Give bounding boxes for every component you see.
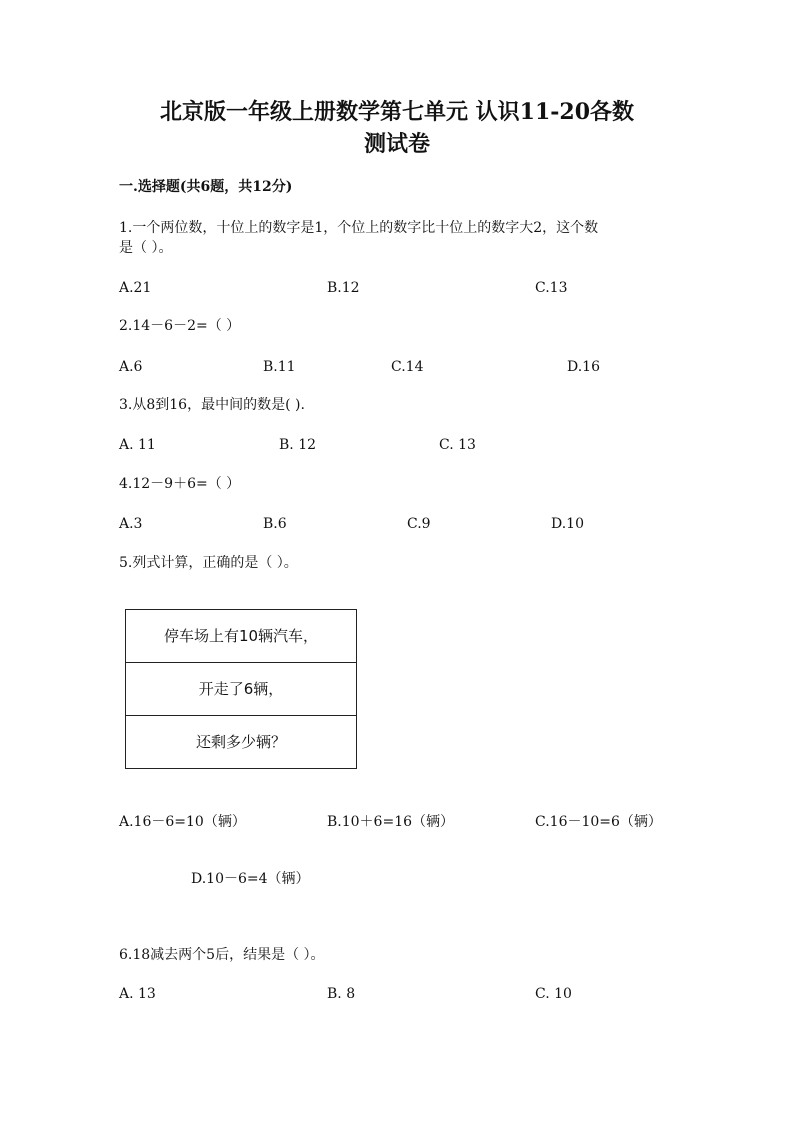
question-1-option-a[interactable]: A.21 [119, 280, 152, 296]
question-2-stem: 2.14－6－2=（ ） [119, 318, 241, 334]
question-3-option-b[interactable]: B. 12 [279, 437, 317, 453]
question-6-option-c[interactable]: C. 10 [535, 986, 572, 1002]
question-4-option-d[interactable]: D.10 [551, 516, 584, 532]
question-6-stem: 6.18减去两个5后，结果是（ ）。 [119, 947, 325, 963]
word-problem-box [125, 609, 357, 769]
question-2-option-d[interactable]: D.16 [567, 359, 600, 375]
question-5-option-c[interactable]: C.16－10=6（辆） [535, 814, 662, 830]
page-title-line2: 测试卷 [363, 131, 430, 157]
question-4-option-a[interactable]: A.3 [119, 516, 143, 532]
page-title: 北京版一年级上册数学第七单元 认识11-20各数 [159, 99, 635, 125]
question-3-option-a[interactable]: A. 11 [119, 437, 156, 453]
question-5-option-d[interactable]: D.10－6=4（辆） [191, 871, 310, 887]
word-problem-line-2: 开走了6辆， [126, 663, 356, 716]
question-2-option-c[interactable]: C.14 [391, 359, 424, 375]
question-6-option-b[interactable]: B. 8 [327, 986, 356, 1002]
question-3-stem: 3.从8到16，最中间的数是( ). [119, 397, 305, 413]
question-1-stem-line1: 1.一个两位数，十位上的数字是1，个位上的数字比十位上的数字大2，这个数 [119, 220, 599, 236]
question-5-option-a[interactable]: A.16－6=10（辆） [119, 814, 246, 830]
question-5-stem: 5.列式计算，正确的是（ ）。 [119, 555, 298, 571]
question-1-stem-line2: 是（ ）。 [119, 240, 173, 256]
question-1-option-c[interactable]: C.13 [535, 280, 568, 296]
question-5-option-b[interactable]: B.10＋6=16（辆） [327, 814, 455, 830]
question-6-option-a[interactable]: A. 13 [119, 986, 156, 1002]
question-2-option-a[interactable]: A.6 [119, 359, 143, 375]
question-1-option-b[interactable]: B.12 [327, 280, 360, 296]
word-problem-line-3: 还剩多少辆？ [195, 733, 286, 751]
question-4-stem: 4.12－9＋6=（ ） [119, 476, 241, 492]
question-3-option-c[interactable]: C. 13 [439, 437, 476, 453]
question-4-option-b[interactable]: B.6 [263, 516, 287, 532]
word-problem-line-1: 停车场上有10辆汽车， [126, 610, 356, 663]
question-2-option-b[interactable]: B.11 [263, 359, 296, 375]
question-1-stem [119, 218, 679, 258]
question-4-option-c[interactable]: C.9 [407, 516, 431, 532]
section-heading: 一.选择题(共6题，共12分) [119, 179, 293, 195]
